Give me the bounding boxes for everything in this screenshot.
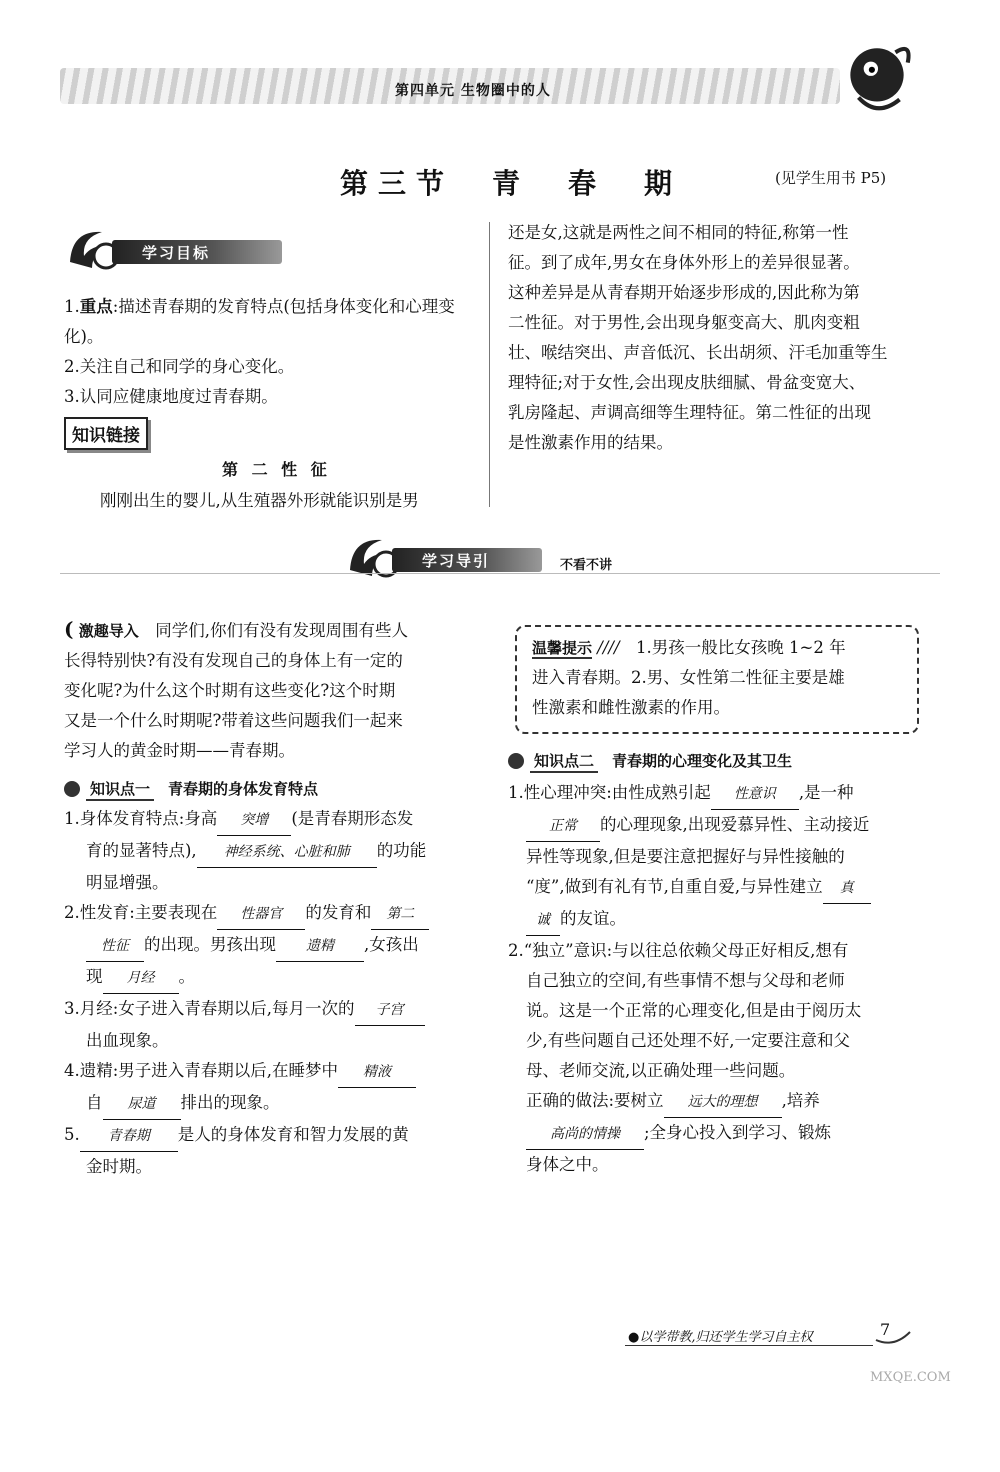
swoosh-icon — [874, 1318, 914, 1348]
guide-banner — [342, 530, 642, 573]
guide-banner-label: 学习导引 — [422, 552, 491, 570]
mascot-icon — [836, 38, 918, 120]
answer-blank[interactable]: 月经 — [103, 963, 179, 994]
column-divider — [489, 222, 490, 507]
kp1-heading: 知识点一 青春期的身体发育特点 — [64, 778, 318, 801]
intro-label: 激趣导入 — [78, 622, 139, 640]
intro-block: ( 激趣导入 同学们,你们有没有发现周围有些人 长得特别快?有没有发现自己的身体上有一定的 变化呢?为什么这个时期有这些变化?这个时期 又是一个什么时期呢?带着这些问题我们一起来 学习人的黄金时期——青春期。 — [64, 617, 408, 760]
answer-blank[interactable]: 遗精 — [276, 931, 364, 962]
answer-blank[interactable]: 真 — [823, 873, 871, 904]
objective-2: 2.关注自己和同学的身心变化。 — [64, 357, 295, 376]
answer-blank[interactable]: 青春期 — [80, 1121, 178, 1152]
knowledge-link-left-text: 刚刚出生的婴儿,从生殖器外形就能识别是男 — [100, 491, 419, 510]
answer-blank[interactable]: 子宫 — [355, 995, 425, 1026]
answer-blank[interactable]: 突增 — [217, 805, 291, 836]
kp1-body: 1.身体发育特点:身高 突增 (是青春期形态发 育的显著特点), 神经系统、心脏和肺 的功能 明显增强。 2.性发育:主要表现在 性器官 的发育和 第二 性征 的出现。男孩出现 遗精 ,女孩出 现 月经 。 3.月经:女子进入青春期以后,每月一次的 子宫 出血现象。 4.遗精:男子进入青春期以后,在睡梦中 精液 自 尿道 排出的现象。 5. 青春期 是人的身体发育和智力发展的黄 金时期。 — [64, 804, 476, 1182]
guide-rule — [60, 573, 940, 574]
page-number: 7 — [880, 1320, 891, 1339]
knowledge-link-label: 知识链接 — [64, 417, 148, 450]
objectives-banner — [62, 222, 292, 262]
answer-blank[interactable]: 性征 — [86, 931, 144, 962]
answer-blank[interactable]: 性器官 — [217, 899, 305, 930]
page-title: 第三节 青 春 期 — [340, 167, 683, 200]
objectives-banner-label: 学习目标 — [142, 244, 211, 262]
answer-blank[interactable]: 精液 — [338, 1057, 416, 1088]
bullet-icon — [64, 781, 80, 797]
answer-blank[interactable]: 神经系统、心脏和肺 — [197, 837, 377, 868]
kp2-heading: 知识点二 青春期的心理变化及其卫生 — [508, 750, 792, 773]
tip-label: 温馨提示 — [532, 639, 593, 657]
objective-3: 3.认同应健康地度过青春期。 — [64, 387, 278, 406]
objective-1-label: 重点 — [79, 297, 113, 316]
footer-motto: ●以学带教,归还学生学习自主权 — [628, 1330, 813, 1345]
tip-text: 温馨提示 //// 1.男孩一般比女孩晚 1~2 年 进入青春期。2.男、女性第二性征主要是雄 性激素和雌性激素的作用。 — [532, 638, 846, 717]
answer-blank[interactable]: 远大的理想 — [664, 1087, 782, 1118]
answer-blank[interactable]: 尿道 — [103, 1089, 181, 1120]
knowledge-link-subtitle: 第 二 性 征 — [222, 460, 331, 479]
guide-note: 不看不讲 — [560, 558, 613, 573]
watermark: MXQE.COM — [870, 1370, 951, 1385]
answer-blank[interactable]: 性意识 — [711, 779, 799, 810]
answer-blank[interactable]: 高尚的情操 — [526, 1119, 644, 1150]
unit-header: 第四单元 生物圈中的人 — [395, 83, 551, 99]
answer-blank[interactable]: 诚 — [526, 905, 560, 936]
reference-note: (见学生用书 P5) — [775, 169, 887, 187]
footer-line — [625, 1345, 873, 1346]
answer-blank[interactable]: 正常 — [526, 811, 600, 842]
objective-1: 1.重点:描述青春期的发育特点(包括身体变化和心理变化)。 — [64, 297, 455, 346]
answer-blank[interactable]: 第二 — [371, 899, 429, 930]
knowledge-link-right-text: 还是女,这就是两性之间不相同的特征,称第一性 征。到了成年,男女在身体外形上的差异很显著。 这种差异是从青春期开始逐步形成的,因此称为第 二性征。对于男性,会出现身躯变高大、肌肉变粗 壮、喉结突出、声音低沉、长出胡须、汗毛加重等生 理特征;对于女性,会出现皮肤细腻、骨盆变宽大、 乳房隆起、声调高细等生理特征。第二性征的出现 是性激素作用的结果。 — [508, 223, 888, 452]
kp2-body: 1.性心理冲突:由性成熟引起 性意识 ,是一种 正常 的心理现象,出现爱慕异性、主动接近 异性等现象,但是要注意把握好与异性接触的 “度”,做到有礼有节,自重自爱,与异性建立 真 诚 的友谊。 2.“独立”意识:与以往总依赖父母正好相反,想有 自己独立的空间,有些事情不想与父母和老师 说。这是一个正常的心理变化,但是由于阅历太 少,有些问题自己还处理不好,一定要注意和父 母、老师交流,以正确处理一些问题。 正确的做法:要树立 远大的理想 ,培养 高尚的情操 ;全身心投入到学习、锻炼 身体之中。 — [508, 778, 928, 1180]
objective-1-text: 描述青春期的发育特点(包括身体变化和心理变化)。 — [64, 297, 455, 346]
bullet-icon — [508, 753, 524, 769]
